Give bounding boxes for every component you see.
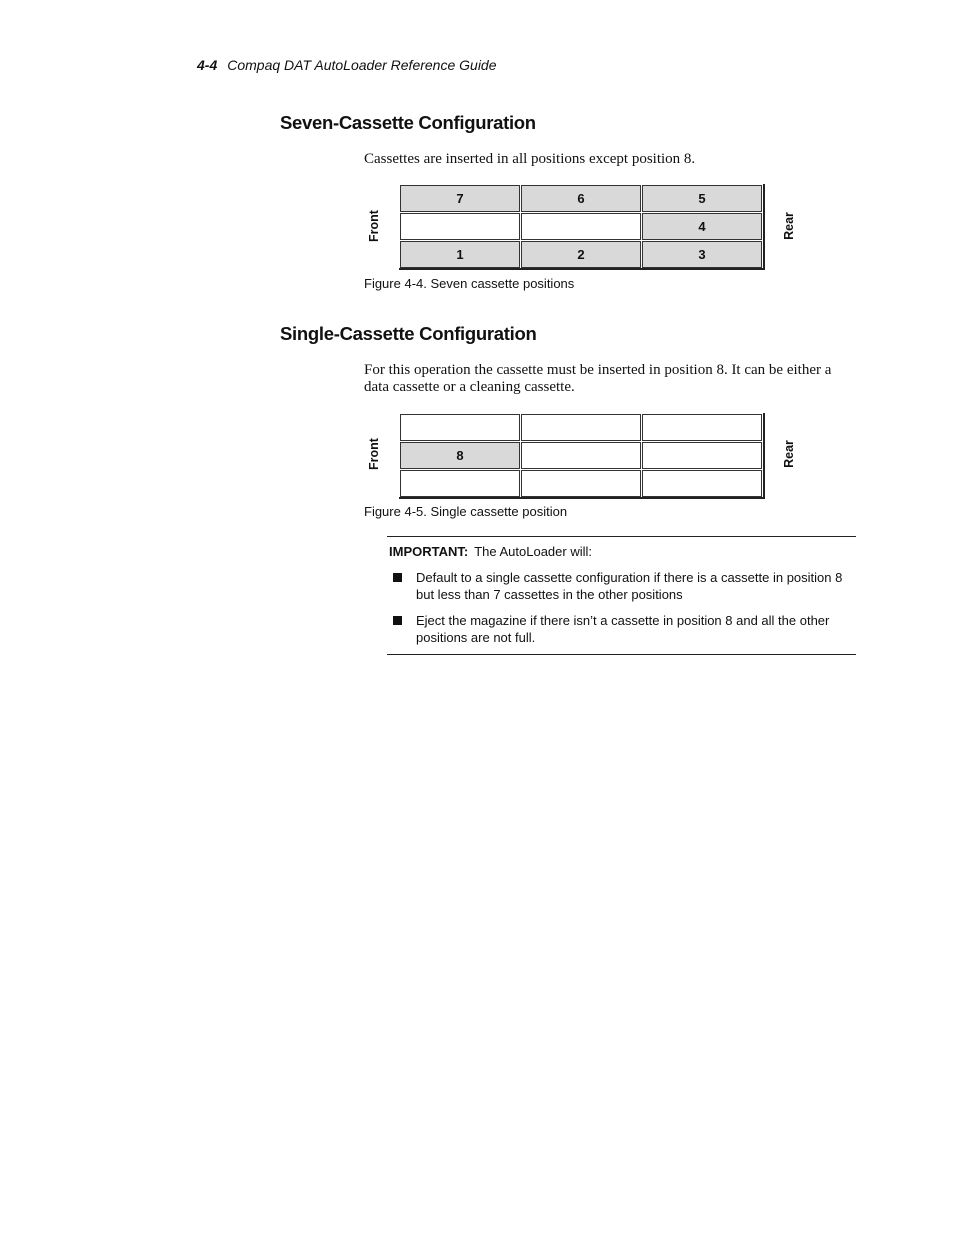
important-lead (389, 543, 856, 560)
cassette-slot: 4 (642, 213, 762, 240)
cassette-slot (400, 470, 520, 497)
important-label: IMPORTANT: (389, 544, 469, 559)
section-heading-seven-cassette: Seven-Cassette Configuration (280, 112, 536, 133)
page-number: 4-4 (197, 57, 218, 73)
list-item-text: Default to a single cassette configuration if there is a cassette in position 8 but less than 7 cassettes in the other positions (416, 570, 843, 602)
cassette-slot (521, 213, 641, 240)
cassette-slot (642, 470, 762, 497)
cassette-slot (400, 213, 520, 240)
front-label: Front (366, 210, 381, 242)
cassette-slot: 7 (400, 185, 520, 212)
list-item-text: Eject the magazine if there isn’t a cassette in position 8 and all the other positions are not full. (416, 613, 830, 645)
figure-single-cassette (399, 413, 765, 499)
document-title: Compaq DAT AutoLoader Reference Guide (227, 57, 497, 73)
figure-seven-cassette (399, 184, 765, 270)
cassette-slot (642, 414, 762, 441)
important-note (387, 536, 856, 655)
cassette-slot: 3 (642, 241, 762, 268)
rear-label: Rear (781, 440, 796, 468)
important-lead-text: The AutoLoader will: (474, 544, 592, 559)
cassette-slot: 8 (400, 442, 520, 469)
figure-caption-4-5: Figure 4-5. Single cassette position (364, 504, 568, 519)
front-label: Front (366, 438, 381, 470)
cassette-slot (521, 470, 641, 497)
section-body-single-cassette: For this operation the cassette must be inserted in position 8. It can be either a data cassette or a cleaning cassette. (364, 362, 832, 395)
cassette-slot (521, 414, 641, 441)
cassette-slot (400, 414, 520, 441)
running-header (197, 57, 497, 73)
section-heading-single-cassette: Single-Cassette Configuration (280, 323, 537, 344)
square-bullet-icon (393, 616, 402, 625)
figure-caption-4-4: Figure 4-4. Seven cassette positions (364, 276, 575, 291)
rear-label: Rear (781, 212, 796, 240)
cassette-slot (642, 442, 762, 469)
list-item (387, 612, 856, 646)
important-list (387, 569, 856, 646)
list-item (387, 569, 856, 603)
cassette-slot: 1 (400, 241, 520, 268)
cassette-slot (521, 442, 641, 469)
square-bullet-icon (393, 573, 402, 582)
cassette-slot: 2 (521, 241, 641, 268)
cassette-slot: 5 (642, 185, 762, 212)
cassette-slot: 6 (521, 185, 641, 212)
section-body-seven-cassette: Cassettes are inserted in all positions except position 8. (364, 151, 696, 167)
